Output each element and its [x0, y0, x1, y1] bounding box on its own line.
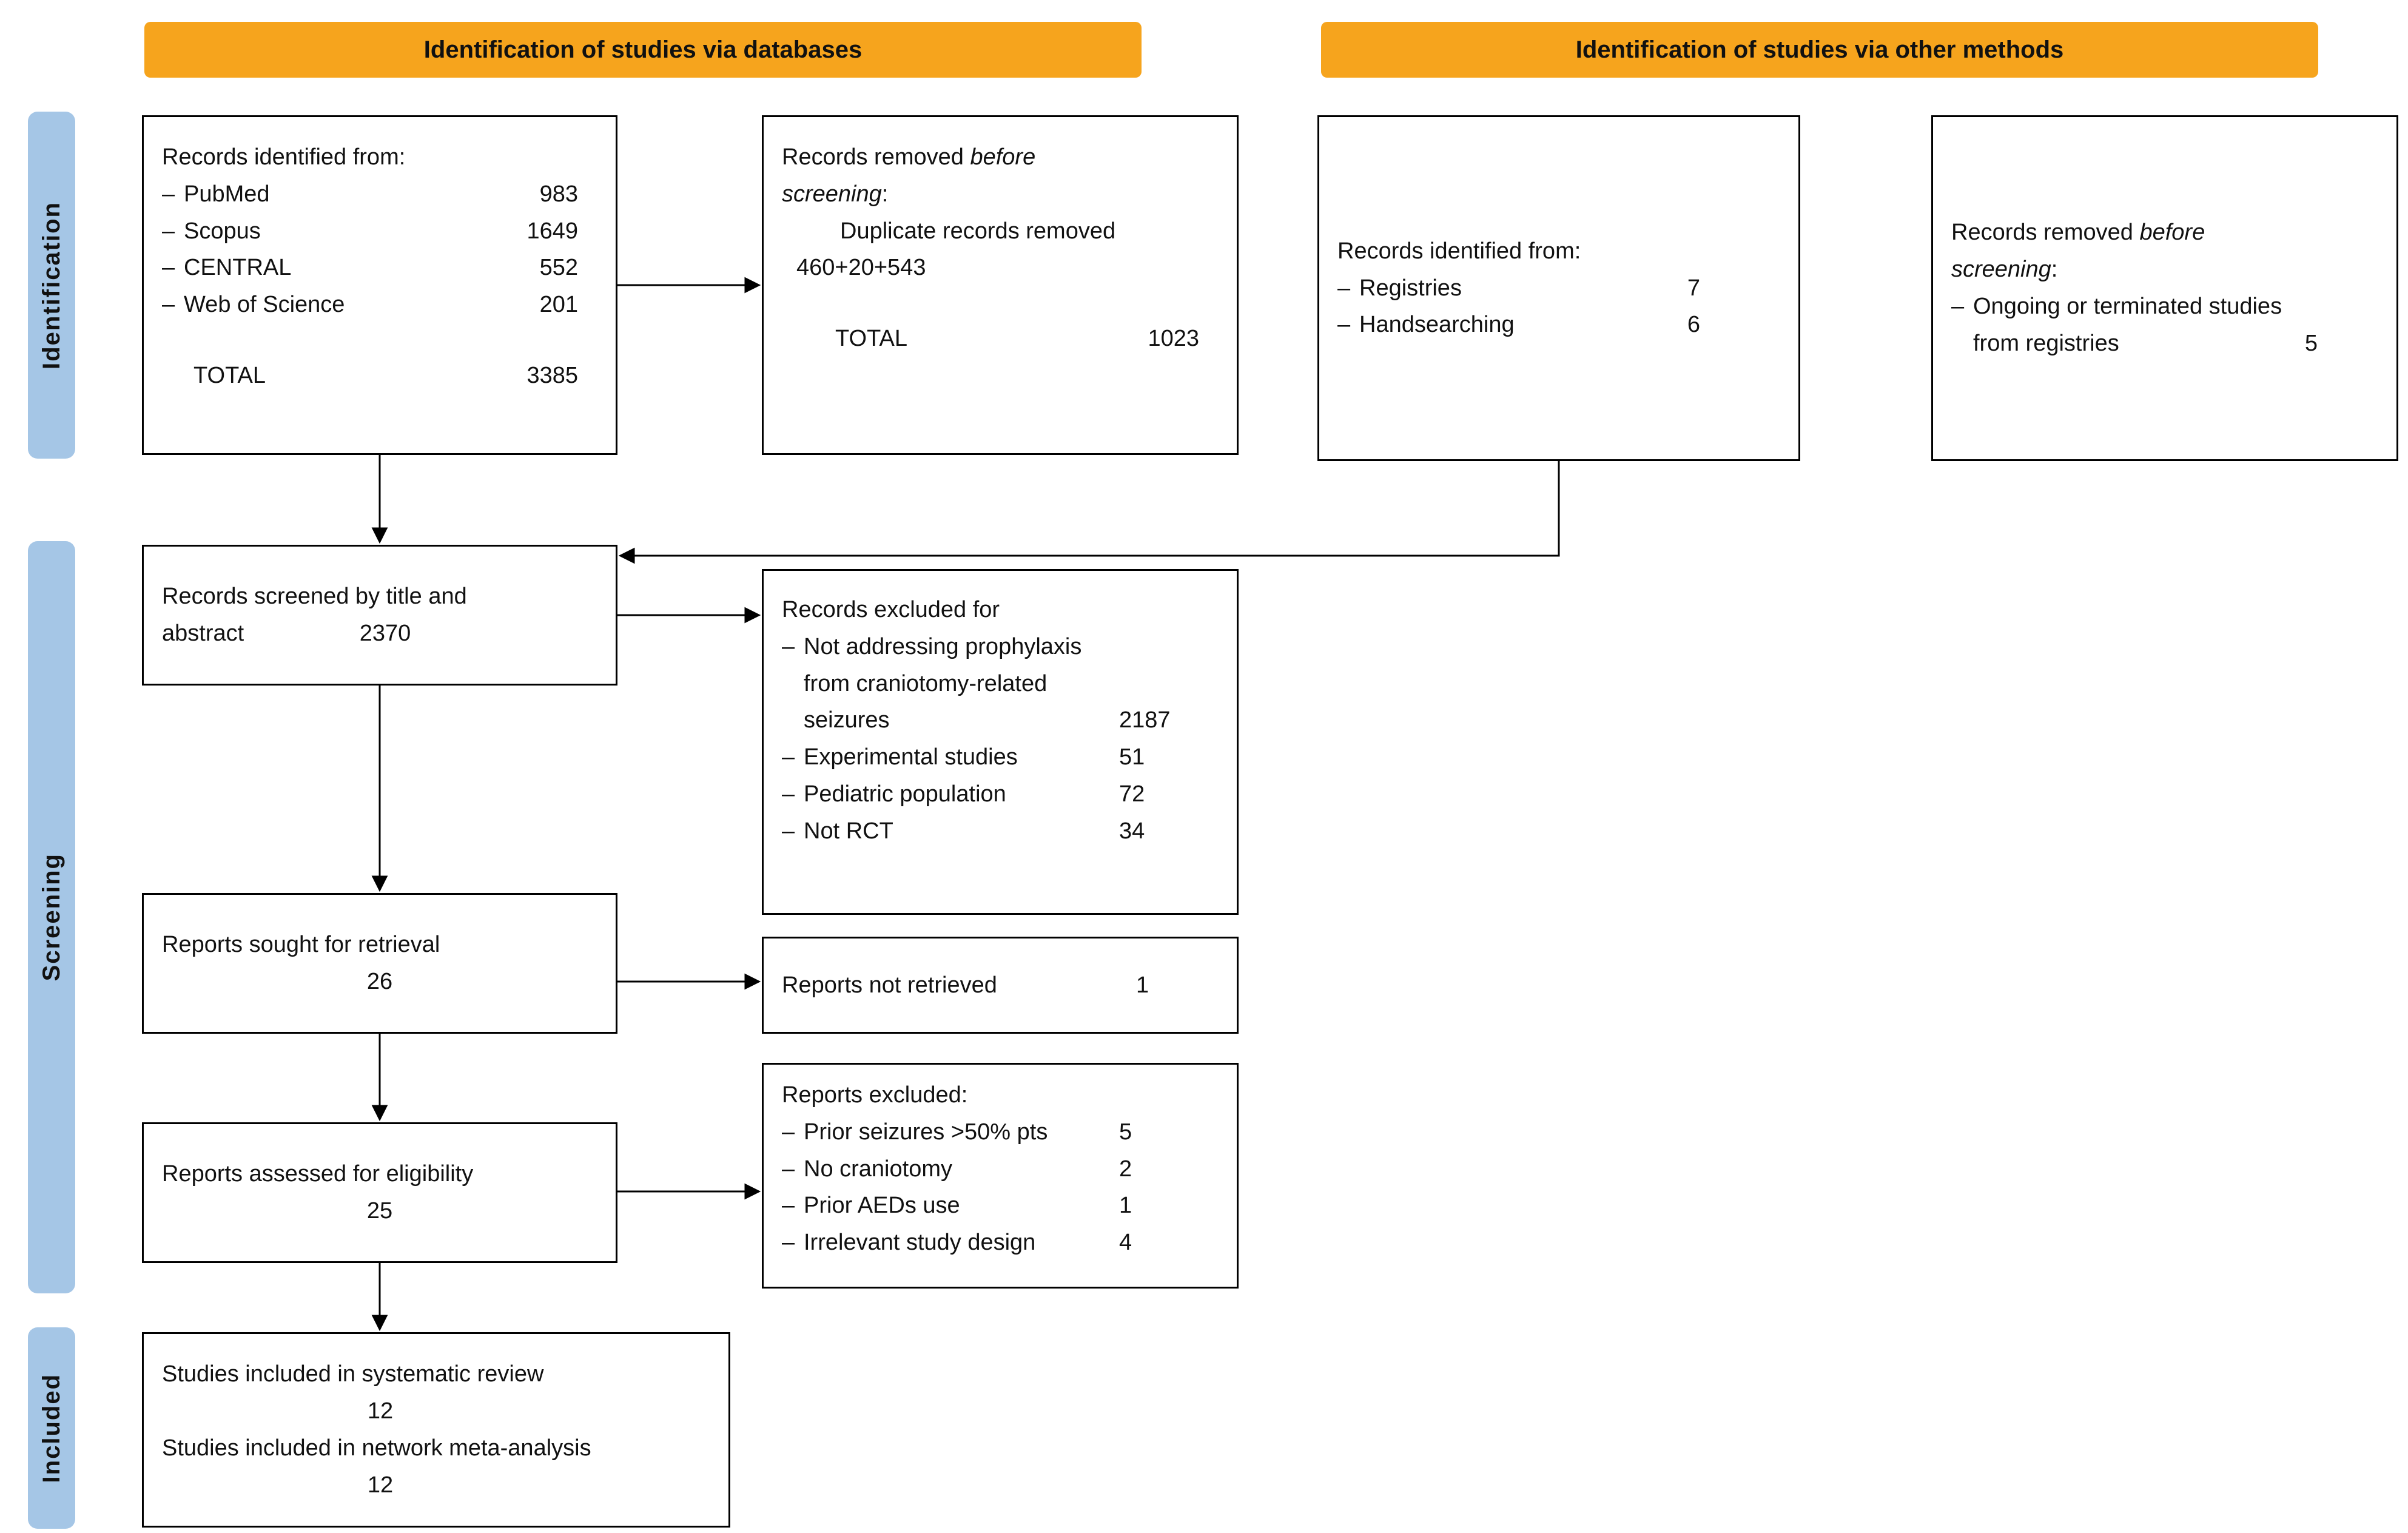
source-row [162, 249, 597, 286]
source-label: CENTRAL [184, 255, 292, 281]
exclusion-count: 2 [1119, 1156, 1132, 1182]
dash-bullet: – [162, 218, 175, 244]
reports-assessed-label: Reports assessed for eligibility [162, 1161, 474, 1187]
total-row [162, 357, 597, 394]
source-count: 983 [539, 181, 578, 207]
reports-sought-label: Reports sought for retrieval [162, 932, 440, 958]
stage-label-screening-text: Screening [38, 853, 65, 982]
stage-label-identification-text: Identification [38, 201, 65, 369]
title-prefix: Records removed [1951, 220, 2140, 246]
dash-bullet: – [782, 818, 795, 844]
exclusion-count: 2187 [1119, 707, 1171, 733]
exclusion-row [782, 628, 1219, 739]
title-suffix: : [2051, 257, 2058, 283]
exclusion-count: 4 [1119, 1230, 1132, 1256]
dash-bullet: – [782, 1193, 795, 1219]
exclusion-row [782, 739, 1219, 776]
exclusion-row [1951, 288, 2378, 362]
source-label: Registries [1359, 275, 1462, 301]
duplicates-removed-sum: 460+20+543 [796, 255, 926, 281]
included-meta-analysis-count: 12 [367, 1472, 394, 1498]
box-records-screened [142, 545, 617, 686]
box-title [1951, 214, 2378, 288]
total-label: TOTAL [835, 326, 907, 352]
dash-bullet: – [162, 255, 175, 281]
box-studies-included [142, 1332, 730, 1528]
exclusion-count: 51 [1119, 744, 1145, 770]
source-row [162, 176, 597, 213]
included-systematic-review-count: 12 [367, 1398, 394, 1424]
exclusion-row [782, 776, 1219, 813]
reports-not-retrieved-label: Reports not retrieved [782, 972, 997, 998]
dash-bullet: – [782, 1119, 795, 1145]
box-records-excluded [762, 569, 1239, 915]
exclusion-label: Experimental studies [804, 744, 1018, 770]
box-reports-assessed [142, 1122, 617, 1263]
title-suffix: : [881, 181, 889, 207]
dash-bullet: – [162, 181, 175, 207]
duplicates-removed-label: Duplicate records removed [840, 218, 1116, 244]
dash-bullet: – [782, 744, 795, 770]
exclusion-label: Prior seizures >50% pts [804, 1119, 1048, 1145]
dash-bullet: – [782, 1230, 795, 1256]
records-screened-count: 2370 [359, 621, 411, 646]
dash-bullet: – [1951, 294, 1965, 319]
exclusion-row [782, 1151, 1219, 1188]
exclusion-row [782, 1114, 1219, 1151]
title-italic: screening [782, 181, 882, 207]
total-label: TOTAL [193, 362, 266, 388]
title-prefix: Records removed [782, 144, 970, 170]
source-count: 6 [1687, 312, 1700, 338]
box-reports-not-retrieved [762, 937, 1239, 1034]
exclusion-label: Ongoing or terminated studies from registries [1973, 294, 2282, 356]
stage-label-screening [28, 541, 75, 1293]
title-italic: screening [1951, 257, 2051, 283]
title-italic: before [2139, 220, 2205, 246]
reports-not-retrieved-count: 1 [1136, 972, 1149, 998]
source-label: Web of Science [184, 292, 345, 318]
arrow-identified-other-to-screened [633, 461, 1559, 556]
total-count: 3385 [526, 362, 578, 388]
box-title: Records excluded for [782, 597, 1000, 622]
box-title [782, 139, 1219, 213]
source-row [162, 213, 597, 250]
box-title: Records identified from: [162, 144, 406, 170]
source-count: 7 [1687, 275, 1700, 301]
exclusion-label: Prior AEDs use [804, 1193, 960, 1219]
dash-bullet: – [782, 633, 795, 659]
source-count: 552 [539, 255, 578, 281]
total-count: 1023 [1148, 326, 1199, 352]
exclusion-count: 34 [1119, 818, 1145, 844]
stage-label-included-text: Included [38, 1373, 65, 1483]
box-title: Reports excluded: [782, 1082, 968, 1108]
exclusion-row [782, 813, 1219, 850]
exclusion-label: No craniotomy [804, 1156, 952, 1182]
records-screened-line1: Records screened by title and [162, 584, 467, 610]
reports-sought-count: 26 [366, 969, 393, 994]
box-records-identified-other [1317, 115, 1800, 461]
source-count: 1649 [526, 218, 578, 244]
box-records-identified-databases [142, 115, 617, 455]
exclusion-label: Not addressing prophylaxis from craniotomy-related seizures [804, 633, 1082, 733]
box-records-removed-other [1931, 115, 2398, 461]
source-row [162, 286, 597, 323]
stage-label-identification [28, 112, 75, 459]
source-label: Scopus [184, 218, 261, 244]
exclusion-count: 5 [1119, 1119, 1132, 1145]
source-row [1337, 270, 1780, 307]
exclusion-label: Irrelevant study design [804, 1230, 1036, 1256]
dash-bullet: – [1337, 312, 1351, 338]
records-screened-line2 [162, 615, 597, 652]
dash-bullet: – [782, 781, 795, 807]
title-italic: before [970, 144, 1036, 170]
header-identification-via-databases: Identification of studies via databases [144, 22, 1142, 78]
reports-assessed-count: 25 [366, 1198, 393, 1224]
source-label: Handsearching [1359, 312, 1515, 338]
dash-bullet: – [782, 1156, 795, 1182]
records-screened-label: abstract [162, 621, 244, 646]
box-records-removed-databases [762, 115, 1239, 455]
box-reports-excluded [762, 1063, 1239, 1289]
exclusion-row [782, 1224, 1219, 1261]
exclusion-count: 5 [2304, 330, 2318, 356]
source-row [1337, 306, 1780, 343]
header-identification-via-other-methods: Identification of studies via other methods [1321, 22, 2318, 78]
exclusion-count: 1 [1119, 1193, 1132, 1219]
dash-bullet: – [1337, 275, 1351, 301]
box-title: Records identified from: [1337, 238, 1581, 264]
exclusion-count: 72 [1119, 781, 1145, 807]
included-meta-analysis-label: Studies included in network meta-analysis [162, 1435, 591, 1461]
exclusion-label: Not RCT [804, 818, 893, 844]
source-label: PubMed [184, 181, 270, 207]
box-reports-sought [142, 893, 617, 1034]
exclusion-label: Pediatric population [804, 781, 1006, 807]
stage-label-included [28, 1327, 75, 1529]
included-systematic-review-label: Studies included in systematic review [162, 1361, 544, 1387]
dash-bullet: – [162, 292, 175, 318]
total-row [782, 320, 1219, 357]
source-count: 201 [539, 292, 578, 318]
exclusion-row [782, 1187, 1219, 1224]
